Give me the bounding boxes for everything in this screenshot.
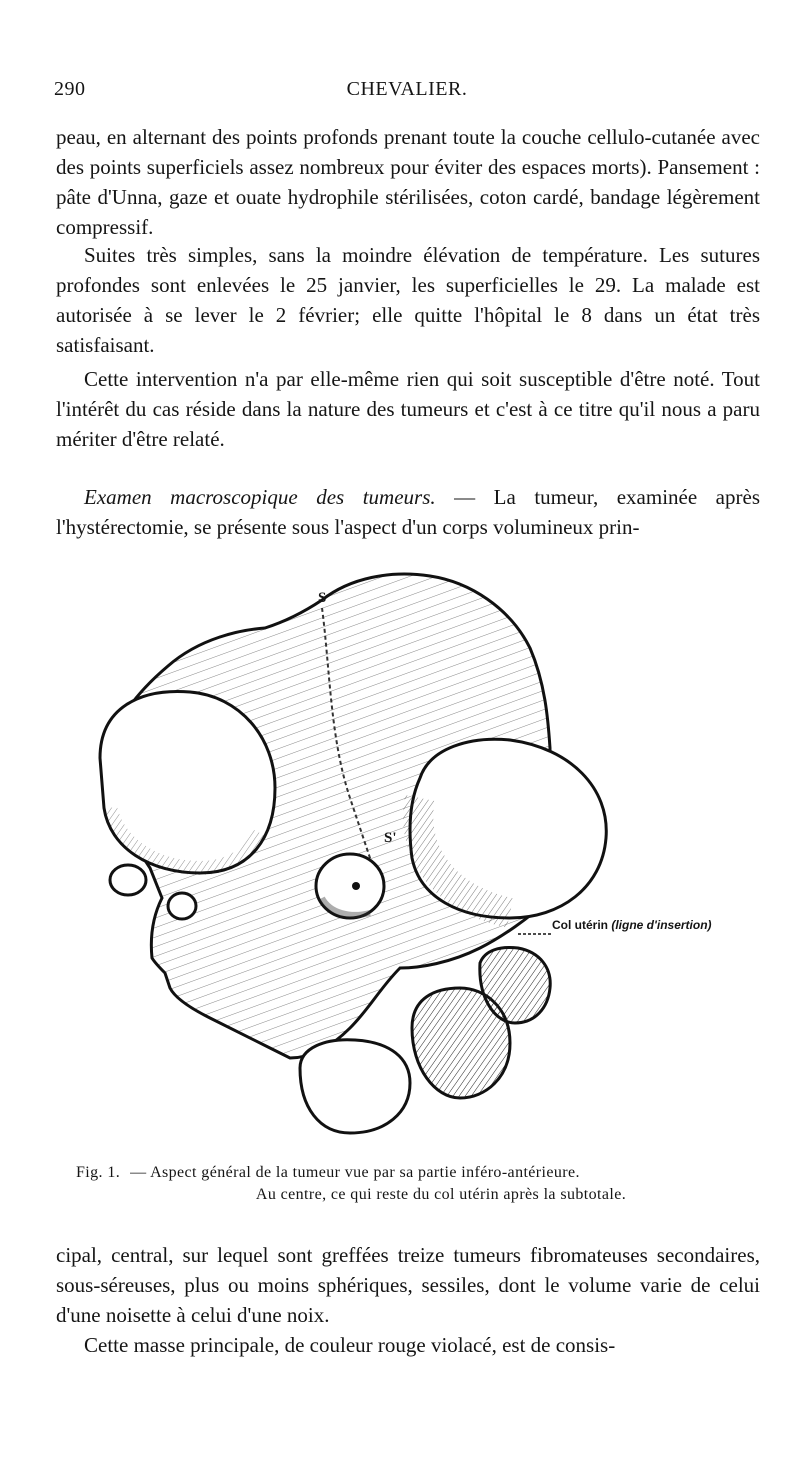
paragraph-3: Cette intervention n'a par elle-même rien qui soit susceptible d'être noté. Tout l'intérêt du cas réside dans la nature des tumeurs et c'est à ce titre qu'il nous a paru mériter d'être relaté. [56, 367, 760, 451]
caption-text-1: — Aspect général de la tumeur vue par sa partie inféro-antérieure. [130, 1164, 580, 1181]
paragraph-2: Suites très simples, sans la moindre élévation de température. Les sutures profondes sont enlevées le 25 janvier, les superficielles le 29. La malade est autorisée à se lever le 2 février; elle quitte l'hôpital le 8 dans un état très satisfaisant. [56, 243, 760, 357]
paragraph-5: cipal, central, sur lequel sont greffées treize tumeurs fibromateuses secondaires, sous-séreuses, plus ou moins sphériques, sessiles, dont le volume varie de celui d'une noisette à celui d'une noix. [56, 1243, 760, 1327]
running-head: CHEVALIER. [346, 78, 468, 100]
caption-line-2: Au centre, ce qui reste du col utérin après la subtotale. [255, 1186, 627, 1203]
figure-number: Fig. 1. [76, 1164, 121, 1181]
paragraph-4-text: — La tumeur, examinée après l'hystérectomie, se présente sous l'aspect d'un corps volumineux prin- [56, 485, 760, 539]
label-s: S [318, 590, 327, 606]
cervix-label [552, 918, 712, 932]
paragraph-6: Cette masse principale, de couleur rouge violacé, est de consis- [84, 1333, 616, 1357]
lower-nodule [300, 1040, 410, 1133]
cervix [316, 854, 384, 918]
page-header [54, 78, 760, 112]
cervix-label-text: Col utérin [552, 918, 608, 932]
caption-line-1 [76, 1162, 766, 1184]
page-number: 290 [54, 78, 86, 100]
tumor-drawing [90, 568, 770, 1148]
paragraph-1: peau, en alternant des points profonds prenant toute la couche cellulo-cutanée avec des points superficiels assez nombreux pour éviter des espaces morts). Pansement : pâte d'Unna, gaze et ouate hydrophile stérilisées, coton cardé, bandage légèrement compressif. [56, 125, 760, 239]
small-nodule-2 [168, 893, 196, 919]
small-nodule-1 [110, 865, 146, 895]
section-heading: Examen macroscopique des tumeurs. [84, 485, 436, 509]
cervix-label-italic: (ligne d'insertion) [611, 918, 712, 932]
tumor-illustration [90, 568, 770, 1148]
paragraph-4 [56, 482, 760, 542]
label-s-prime: S' [384, 830, 397, 846]
figure-caption [76, 1162, 766, 1206]
